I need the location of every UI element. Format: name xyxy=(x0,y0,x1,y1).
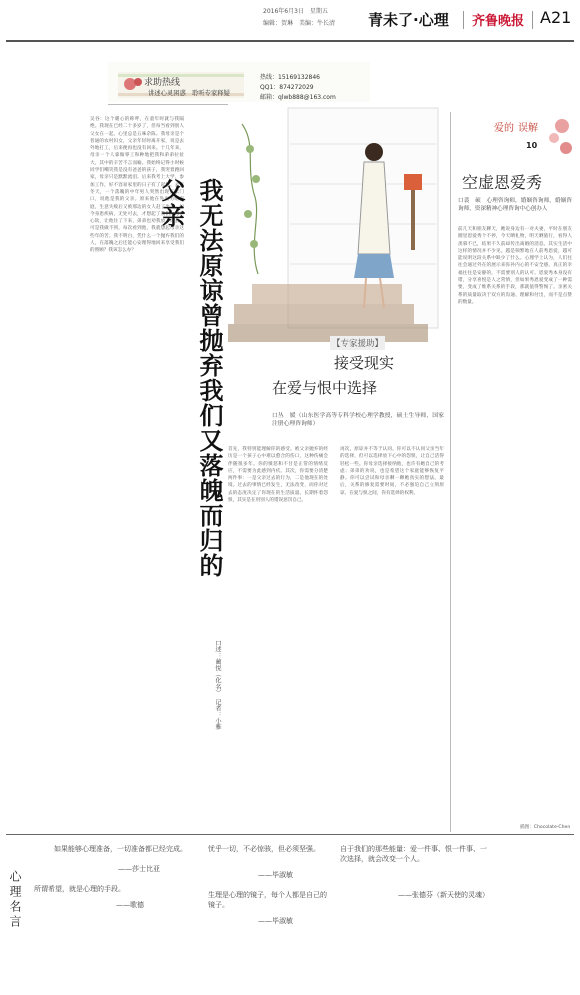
footer-rule xyxy=(6,834,574,835)
banner-hotline: 热线：15169132846 xyxy=(260,74,320,81)
column-tag-b: 误解 xyxy=(518,123,538,134)
expert-tag: 【专家援助】 xyxy=(330,336,385,350)
quote-2: 所谓希望，就是心理的手段。 xyxy=(34,885,125,893)
masthead-logo: 齐鲁晚报 xyxy=(472,14,525,29)
main-title: 我无法原谅曾抛弃我们又落魄而归的父亲 xyxy=(157,178,224,578)
banner-headline-a: 求助热线 xyxy=(144,78,181,88)
column-signature: 插图：Chocolate-Chen xyxy=(520,825,571,830)
column-byline: 口裴 硕 心理咨询师，婚姻咨询师，婚姻咨询师，资深精神心理咨询中心创办人 xyxy=(458,198,572,212)
column-body: 前几天和朋友聊天，她说身边有一对夫妻，平时在朋友圈里恩爱秀个不停，今天晒礼物，明天晒旅行，看得人羡慕不已，结果不久前却传出离婚的消息。其实生活中这样的情况并不少见。越是频繁地在人前秀恩爱，越可能说明这段关系中缺少了什么。心理学上认为，人们往往会通过外在的展示来弥补内心的不安全感。真正的幸福往往是安静的，不需要别人的认可。恩爱秀本身没有错，分享喜悦是人之常情，但如果秀恩爱变成了一种需要，变成了维系关系的手段，那就值得警惕了。亲密关系的质量取决于双方的沟通、理解和付出，而不是点赞的数量。 xyxy=(458,227,572,305)
expert-body-right: 再次，原谅并不等于认同。你可以不认同父亲当年的选择，但可以选择放下心中的怨恨，让自己活得轻松一些。你母亲选择接纳他，也许有她自己的考虑；弟弟的劝说，也是希望这个家庭能够恢复平静。你可以尝试和母亲聊一聊她真实的想法。最后，关系的修复需要时间，不必强迫自己立刻原谅，在爱与恨之间，你有选择的权利。 xyxy=(340,447,444,496)
page-number: A21 xyxy=(540,8,572,27)
quote-3-author: ——毕淑敏 xyxy=(258,871,293,879)
quote-1: 如果能够心理准备，一切准备都已经完成。 xyxy=(54,845,187,853)
expert-byline: 口丛 媛（山东医学高等专科学校心理学教授，硕士生导师，国家注册心理咨询师） xyxy=(272,413,444,427)
quote-2-author: ——歌德 xyxy=(116,901,144,909)
story-byline: 口述：蔺悦（化名） 记者：小雅 xyxy=(214,640,221,730)
quotes-area xyxy=(28,840,574,990)
quote-5: 自于我们的那些能量：爱一件事、恨一件事、一次选择，就会改变一个人。 xyxy=(340,845,487,863)
girl-mailbox-illustration xyxy=(228,104,448,344)
expert-title-2: 在爱与恨中选择 xyxy=(272,379,378,397)
date-line: 2016年6月3日 星期五 xyxy=(263,8,328,15)
quotes-label: 心理名言 xyxy=(8,870,22,930)
heart-decoration-icon xyxy=(458,116,574,162)
quote-1-author: ——莎士比亚 xyxy=(118,865,160,873)
expert-body-left: 首先，我特别能理解你的感受。被父亲抛弃的经历是一个孩子心中难以愈合的伤口，这种伤痛会伴随很多年。你的愤怒和不甘是正常的情绪反应，不需要为此感到内疚。其次，你需要分清楚两件事：一是父亲过去的行为，二是他现在的处境。过去的事情已经发生，无法改变，而你对过去的态度决定了你现在的生活质量。长期怀着怨恨，其实是在用别人的错误惩罚自己。 xyxy=(228,447,328,504)
quote-3: 忧乎一切，不必惊骇，但必须坚强。 xyxy=(208,845,320,853)
quote-4: 生理是心理的镜子，每个人都是自己的镜子。 xyxy=(208,891,327,909)
section-name: 青未了·心理 xyxy=(368,11,449,29)
story-body: 吴谷：这个暖心的称呼，在童年时就与我隔绝。我现在已经二十多岁了，但每当看到别人父女在一起，心里总是五味杂陈。我母亲是个普通的农村妇女，父亲年轻时离开家，说是去外地打工，后来便再也没有回来。十几年来，母亲一个人靠做零工和种地把我和弟弟拉扯大，其中的辛苦不言而喻。我始终记得小时候同学们嘲笑我是没有爸爸的孩子，我哭着跑回家，母亲只是默默流泪。后来我考上大学，参加工作，好不容易家里的日子有了起色。去年冬天，一个落魄的中年男人突然出现在家门口，说他是我的父亲。原来他在外面另组家庭，生意失败后又被那边的女人赶了出来，如今身患疾病，无处可去，才想起了我们。母亲心软，让他住了下来，弟弟也劝我放下过去。可是我做不到，每次看到他，我就想起母亲这些年的苦。我不明白，凭什么一个抛弃我们的人，在落魄之后还能心安理得地回来享受我们的照顾？我该怎么办？ xyxy=(90,117,184,254)
page-header xyxy=(0,0,580,40)
quote-5-author: ——张德芬（新天使的灵魂） xyxy=(398,891,489,899)
column-header xyxy=(458,116,574,162)
column-tag-a: 爱的 xyxy=(494,123,514,134)
banner-headline-b: 讲述心灵困惑 聆听专家释疑 xyxy=(148,90,230,97)
header-rule xyxy=(6,40,574,42)
quote-4-author: ——毕淑敏 xyxy=(258,917,293,925)
column-title: 空虚恩爱秀 xyxy=(462,173,543,192)
editors-line: 编辑：贺琳 美编：牛长清 xyxy=(263,20,336,27)
illustration xyxy=(228,104,448,344)
column-number: 10 xyxy=(526,141,538,150)
banner-mail: 邮箱：qlwb888@163.com xyxy=(260,94,336,101)
hotline-banner xyxy=(108,62,370,102)
banner-qq: QQ1：874272029 xyxy=(260,84,314,91)
expert-title-1: 接受现实 xyxy=(334,354,395,372)
